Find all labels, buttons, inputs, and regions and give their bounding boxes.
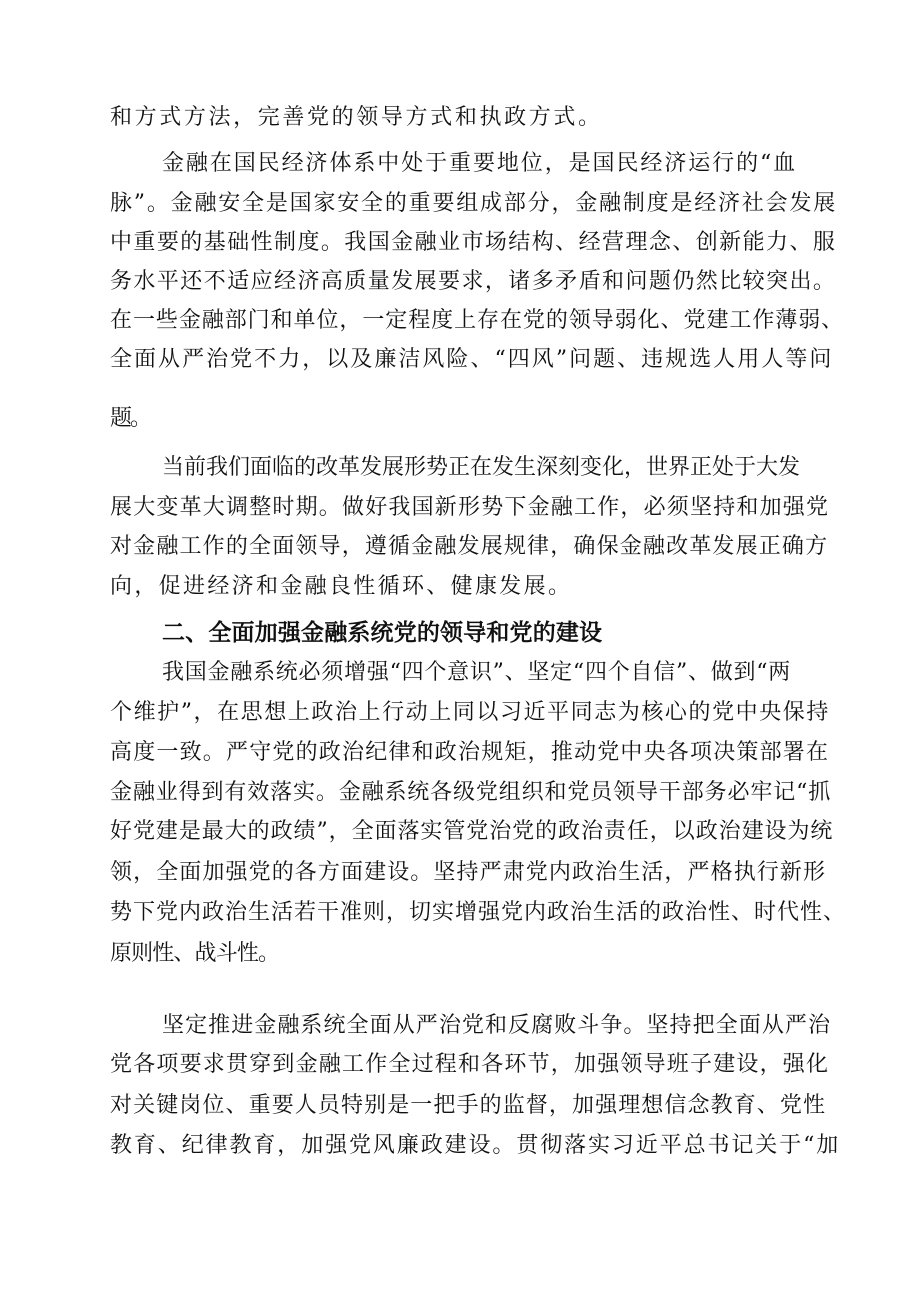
paragraph-line: 个维护”，在思想上政治上行动上同以习近平同志为核心的党中央保持 xyxy=(110,700,830,725)
paragraph-line: 中重要的基础性制度。我国金融业市场结构、经营理念、创新能力、服 xyxy=(110,230,837,255)
paragraph-line: 和方式方法，完善党的领导方式和执政方式。 xyxy=(110,105,603,130)
paragraph-line: 题。 xyxy=(110,406,151,431)
paragraph-line: 展大变革大调整时期。做好我国新形势下金融工作，必须坚持和加强党 xyxy=(110,495,830,520)
paragraph-line: 脉”。金融安全是国家安全的重要组成部分，金融制度是经济社会发展 xyxy=(110,191,838,216)
paragraph-line: 向，促进经济和金融良性循环、健康发展。 xyxy=(110,574,573,599)
paragraph-line: 金融业得到有效落实。金融系统各级党组织和党员领导干部务必牢记“抓 xyxy=(110,780,832,805)
paragraph-line: 领，全面加强党的各方面建设。坚持严肃党内政治生活，严格执行新形 xyxy=(110,860,827,885)
paragraph-line: 对关键岗位、重要人员特别是一把手的监督，加强理想信念教育、党性 xyxy=(110,1093,827,1118)
paragraph-line: 全面从严治党不力，以及廉洁风险、“四风”问题、违规选人用人等问 xyxy=(110,347,834,372)
paragraph-line: 党各项要求贯穿到金融工作全过程和各环节，加强领导班子建设，强化 xyxy=(110,1052,830,1077)
paragraph-line: 坚定推进金融系统全面从严治党和反腐败斗争。坚持把全面从严治 xyxy=(162,1013,832,1038)
paragraph-line: 金融在国民经济体系中处于重要地位，是国民经济运行的“血 xyxy=(162,151,798,176)
paragraph-line: 对金融工作的全面领导，遵循金融发展规律，确保金融改革发展正确方 xyxy=(110,534,829,559)
section-heading: 二、全面加强金融系统党的领导和党的建设 xyxy=(162,620,603,646)
paragraph-line: 在一些金融部门和单位，一定程度上存在党的领导弱化、党建工作薄弱、 xyxy=(110,308,845,333)
paragraph-line: 教育、纪律教育，加强党风廉政建设。贯彻落实习近平总书记关于“加 xyxy=(110,1133,841,1158)
paragraph-line: 高度一致。严守党的政治纪律和政治规矩，推动党中央各项决策部署在 xyxy=(110,740,830,765)
paragraph-line: 原则性、战斗性。 xyxy=(110,941,280,966)
paragraph-line: 当前我们面临的改革发展形势正在发生深刻变化，世界正处于大发 xyxy=(162,455,801,480)
paragraph-line: 我国金融系统必须增强“四个意识”、坚定“四个自信”、做到“两 xyxy=(162,660,792,685)
paragraph-line: 势下党内政治生活若干准则，切实增强党内政治生活的政治性、时代性、 xyxy=(110,900,847,925)
paragraph-line: 好党建是最大的政绩”，全面落实管党治党的政治责任，以政治建设为统 xyxy=(110,819,834,844)
paragraph-line: 务水平还不适应经济高质量发展要求，诸多矛盾和问题仍然比较突出。 xyxy=(110,269,837,294)
